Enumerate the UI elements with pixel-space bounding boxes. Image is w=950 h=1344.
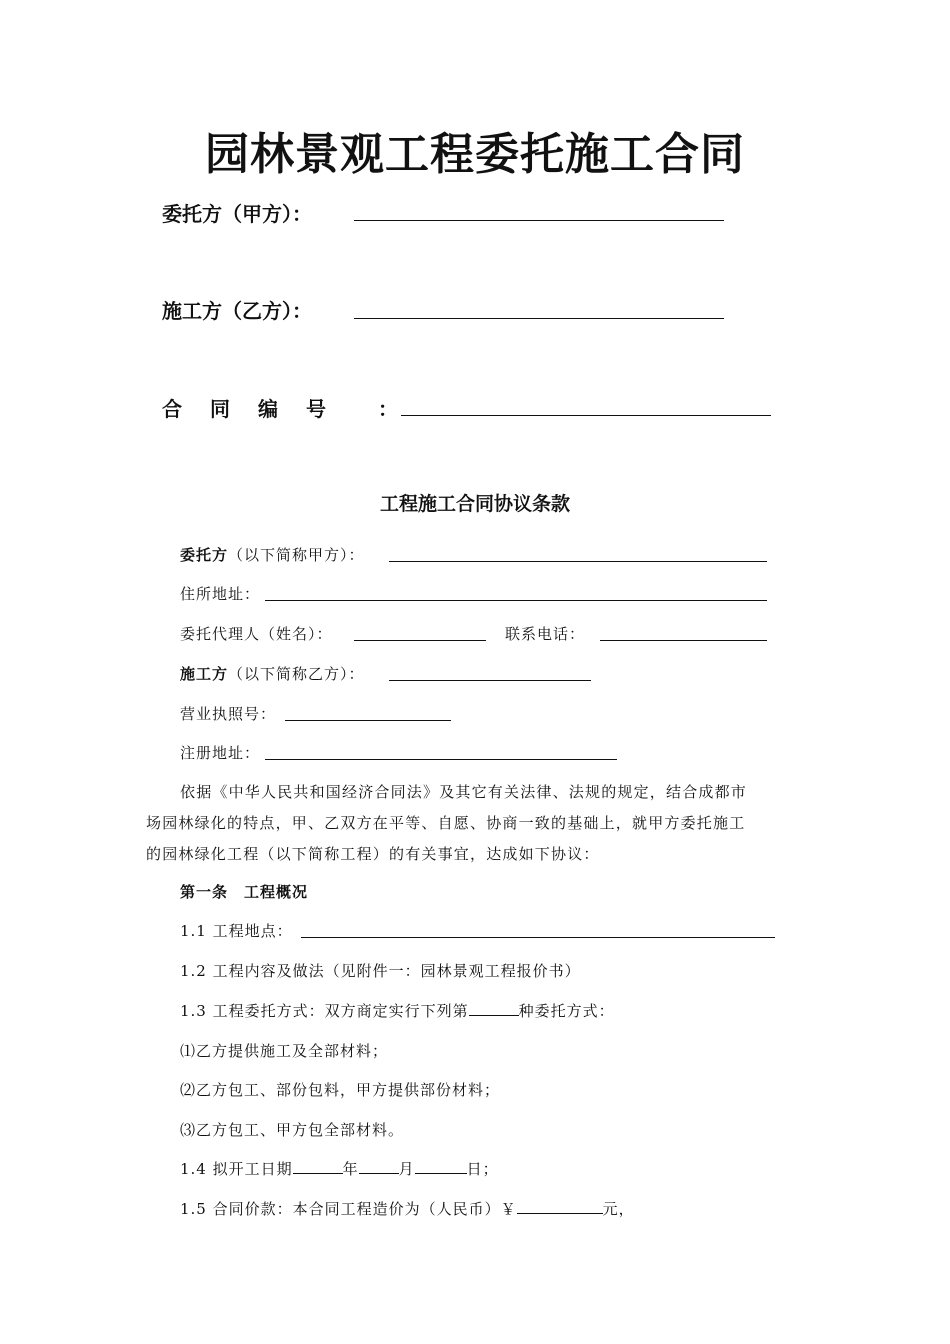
address-field[interactable] [265, 600, 767, 601]
option-2: ⑵乙方包工、部份包料，甲方提供部份材料； [180, 1081, 501, 1099]
intro-line: 依据《中华人民共和国经济合同法》及其它有关法律、法规的规定，结合成都市 [180, 783, 748, 801]
agreement-party-a-label [180, 544, 365, 565]
article-1-title: 第一条 工程概况 [180, 883, 309, 901]
start-year-field[interactable] [293, 1159, 343, 1174]
party-b-label: 施工方（乙方）： [162, 299, 312, 323]
agent-label: 委托代理人（姓名）： [180, 625, 333, 643]
contract-price-field[interactable] [517, 1199, 603, 1214]
contract-number-char: 号 [306, 397, 326, 421]
day-label: 日； [466, 1160, 499, 1178]
contract-number-field[interactable] [401, 415, 771, 416]
agent-field[interactable] [354, 640, 486, 641]
start-month-field[interactable] [359, 1159, 399, 1174]
item-1-3 [180, 1000, 615, 1021]
intro-line: 场园林绿化的特点，甲、乙双方在平等、自愿、协商一致的基础上，就甲方委托施工 [146, 814, 746, 832]
option-1: ⑴乙方提供施工及全部材料； [180, 1042, 389, 1060]
license-label: 营业执照号： [180, 705, 277, 723]
party-a-label: 委托方（甲方）： [162, 202, 312, 226]
license-field[interactable] [285, 720, 451, 721]
party-a-field[interactable] [354, 220, 724, 221]
item-1-1: 1.1 工程地点： [180, 922, 293, 940]
contract-number-char: 合 [162, 397, 182, 421]
item-1-5 [180, 1198, 635, 1219]
agreement-subtitle: 工程施工合同协议条款 [379, 493, 570, 515]
contract-number-char: 同 [210, 397, 230, 421]
year-label: 年 [342, 1160, 359, 1178]
intro-line: 的园林绿化工程（以下简称工程）的有关事宜，达成如下协议： [146, 845, 600, 863]
contract-number-colon: ： [378, 397, 398, 421]
agreement-party-b-field[interactable] [389, 680, 591, 681]
phone-field[interactable] [600, 640, 767, 641]
option-3: ⑶乙方包工、甲方包全部材料。 [180, 1121, 405, 1139]
contract-number-label [162, 393, 398, 422]
item-1-5-prefix: 1.5 合同价款：本合同工程造价为（人民币）￥ [180, 1200, 517, 1218]
party-a-rest: （以下简称甲方）： [228, 546, 365, 564]
reg-address-field[interactable] [265, 759, 617, 760]
month-label: 月 [398, 1160, 415, 1178]
party-b-field[interactable] [354, 318, 724, 319]
party-b-rest: （以下简称乙方）： [228, 665, 365, 683]
agreement-party-a-field[interactable] [389, 561, 767, 562]
reg-address-label: 注册地址： [180, 744, 261, 762]
contract-title: 园林景观工程委托施工合同 [205, 129, 745, 180]
contract-number-char: 编 [258, 397, 278, 421]
item-1-4 [180, 1158, 499, 1179]
item-1-2: 1.2 工程内容及做法（见附件一：园林景观工程报价书） [180, 962, 581, 980]
start-day-field[interactable] [415, 1159, 467, 1174]
item-1-5-suffix: 元， [602, 1200, 635, 1218]
phone-label: 联系电话： [505, 625, 586, 643]
item-1-3-suffix: 种委托方式： [518, 1002, 615, 1020]
address-label: 住所地址： [180, 585, 261, 603]
agreement-party-b-label [180, 663, 365, 684]
party-a-bold: 委托方 [180, 546, 229, 564]
party-b-bold: 施工方 [180, 665, 229, 683]
item-1-4-prefix: 1.4 拟开工日期 [180, 1160, 293, 1178]
item-1-3-prefix: 1.3 工程委托方式：双方商定实行下列第 [180, 1002, 469, 1020]
method-number-field[interactable] [469, 1001, 519, 1016]
site-field[interactable] [301, 937, 775, 938]
